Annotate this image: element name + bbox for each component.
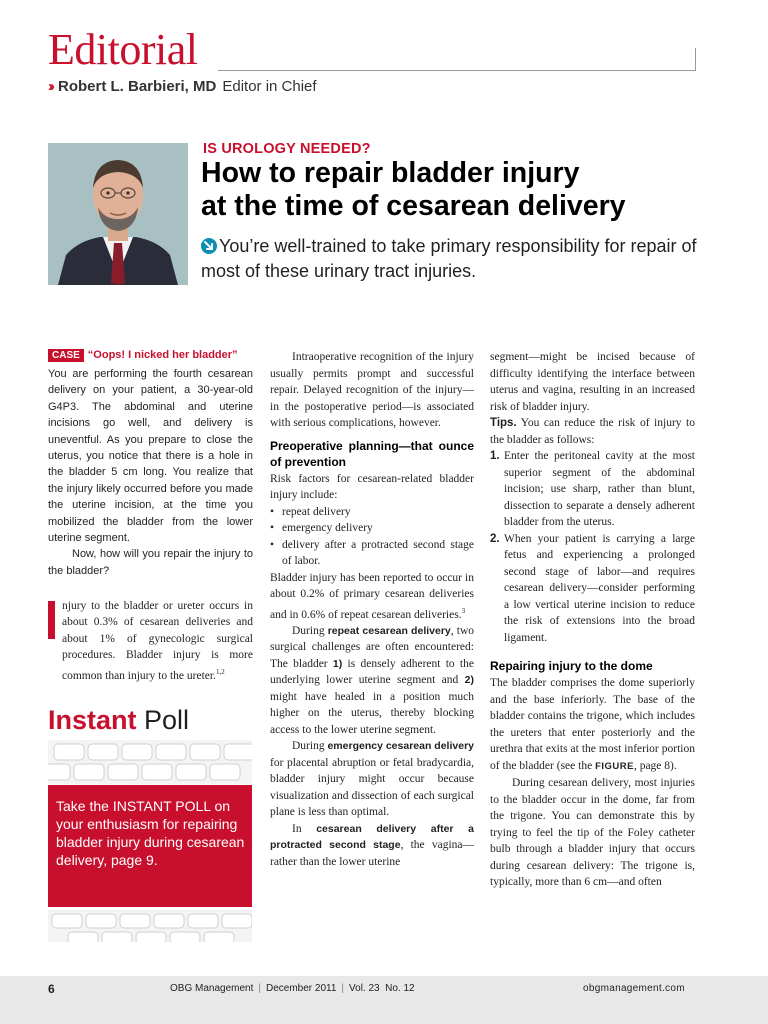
article-headline [201,157,721,223]
tips-list [490,448,695,646]
case-paragraph-1: You are performing the fourth cesarean delivery on your patient, a 30-year-old G4P3. The abdominal and uterine incisions go well, and delivery is uneventful. As you prepare to close the uterus, you notice that there is a hole in the bladder 5 cm long. You realize that the injury likely occurred before you made the uterine incision, at the time you mobilized the bladder from the lower uterine segment. [48,368,253,545]
byline [48,78,317,95]
col2-paragraph-5: During emergency cesarean delivery for placental abruption or fetal bradycardia, bladder injury might occur because visualization and dissection of each surgical plane is less than optimal. [270,740,474,819]
keyboard-image-bottom [48,910,252,942]
col2-paragraph-1: Intraoperative recognition of the injury usually permits prompt and successful repair. Delayed recognition of the injury—in the postoperative period—is associated with serious complications, however. [270,351,474,429]
intro-citation: 1,2 [215,667,225,676]
keyboard-image-top [48,740,252,784]
tips-label: Tips. [490,417,517,429]
col2-paragraph-6: In cesarean delivery after a protracted second stage, the vagina—rather than the lower uterine [270,822,474,868]
column-3 [490,349,695,891]
chevron-right-icon: ›› [48,78,52,95]
intro-paragraph [48,598,253,684]
page-number: 6 [48,982,55,996]
poll-text[interactable]: Take the INSTANT POLL on your enthusiasm for repairing bladder injury during cesarean delivery, page 9. [56,798,245,868]
arrow-down-right-icon [201,238,217,254]
poll-heading [48,707,189,734]
author-name: Robert L. Barbieri, MD [58,78,217,95]
article-deck [201,234,701,284]
col3-paragraph-1: segment—might be incised because of difficulty identifying the interface between uterus and vagina, resulting in an increased risk of bladder injury. [490,351,695,413]
article-kicker: IS UROLOGY NEEDED? [203,141,371,157]
col2-paragraph-2: Risk factors for cesarean-related bladder injury include: [270,472,474,501]
col3-paragraph-2: The bladder comprises the dome superiorly and the base inferiorly. The base of the bladder contains the trigone, which includes the ureters that enter posteriorly and the urethra that exits at the most inferior portion of the bladder (see the FIGURE, page 8). [490,677,695,772]
citation: 3 [461,606,466,615]
case-body [48,366,253,579]
poll-word-poll: Poll [144,705,190,735]
poll-word-instant: Instant [48,705,137,735]
tips-paragraph: Tips. You can reduce the risk of injury to the bladder as follows: [490,417,695,446]
list-item: 2. When your patient is carrying a large fetus and experiencing a prolonged second stage of labor—and requires cesarean delivery—consider performing a low vertical uterine incision to reduce the risk of extensions into the broad ligament. [490,532,695,644]
list-item: • repeat delivery [270,504,474,521]
col2-paragraph-3: Bladder injury has been reported to occur in about 0.2% of primary cesarean deliveries and in 0.6% of repeat cesarean deliveries.$^3$ [270,571,474,621]
list-item: 1. Enter the peritoneal cavity at the most superior segment of the abdominal incision; use sharp, rather than blunt, dissection to separate a densely adherent bladder from the uterus. [490,450,695,528]
case-title: “Oops! I nicked her bladder” [87,349,238,361]
section-title: Editorial [48,25,198,74]
subhead-repairing-dome: Repairing injury to the dome [490,659,653,673]
masthead-rule [218,70,696,71]
list-item: • delivery after a protracted second stage of labor. [270,537,474,570]
column-2 [270,349,474,870]
author-role: Editor in Chief [222,78,317,95]
headline-line-2: at the time of cesarean delivery [201,190,626,222]
masthead-tick [695,48,696,71]
author-portrait [48,143,188,285]
volume-number: Vol. 23 No. 12 [349,983,415,994]
figure-reference[interactable]: FIGURE [595,760,634,772]
case-paragraph-2: Now, how will you repair the injury to the bladder? [48,548,253,577]
deck-text: You’re well-trained to take primary responsibility for repair of most of these urinary tract injuries. [201,236,697,281]
risk-factor-list [270,504,474,570]
issue-date: December 2011 [265,983,337,994]
footer-citation: OBG Management | December 2011 | Vol. 23 No. 12 [170,983,415,994]
journal-name: OBG Management [170,983,254,994]
intro-text: njury to the bladder or ureter occurs in about 0.3% of cesarean deliveries and about 1% of gynecologic surgical procedures. Bladder injury is more common than injury to the ureter. [62,600,253,682]
headline-line-1: How to repair bladder injury [201,157,580,189]
case-header [48,348,253,363]
list-item: • emergency delivery [270,520,474,537]
col2-paragraph-4: During repeat cesarean delivery, two surgical challenges are often encountered: The bladder 1) is densely adherent to the underlying lower uterine segment and 2) might have healed in a position much higher on the uterus, thereby blocking access to the lower uterine segment. [270,624,474,736]
col3-paragraph-3: During cesarean delivery, most injuries to the bladder occur in the dome, far from the trigone. You can demonstrate this by trying to feel the tip of the Foley catheter bulb through a bladder injury that occurs during cesarean delivery: The trigone is, typically, more than 6 cm—and often [490,777,695,888]
case-label: CASE [48,349,84,362]
subhead-preoperative-planning: Preoperative planning—that ounce of prevention [270,438,474,469]
footer-url[interactable]: obgmanagement.com [583,983,685,994]
